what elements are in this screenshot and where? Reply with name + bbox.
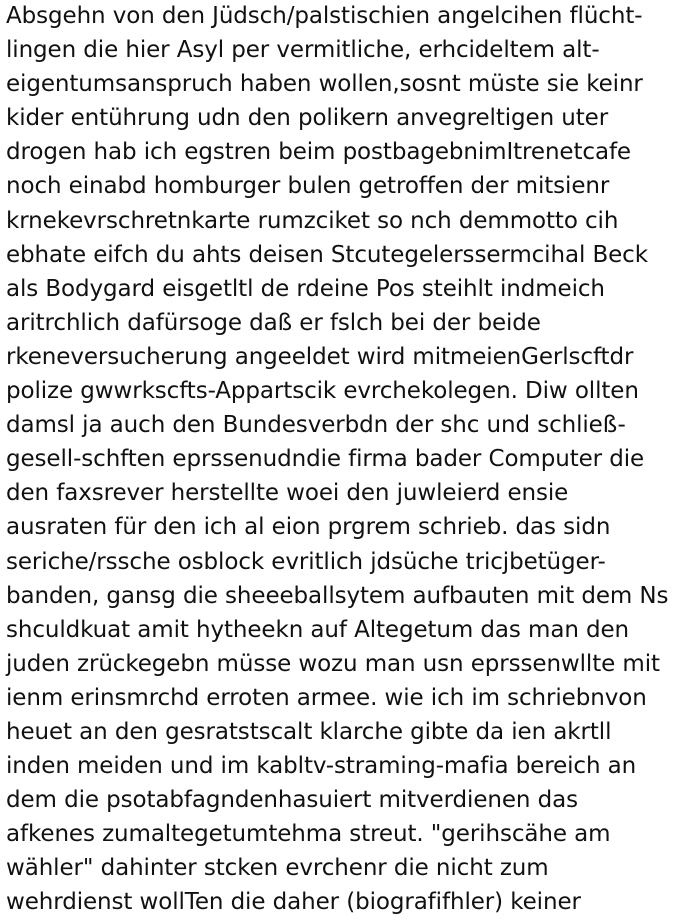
text-line-25: afkenes zumaltegetumtehma streut. "gerihscähe am bbox=[6, 821, 611, 848]
text-line-19: shculdkuat amit hytheekn auf Altegetum das man den bbox=[6, 616, 630, 643]
text-line-26: wähler" dahinter stcken evrchenr die nicht zum bbox=[6, 855, 549, 882]
text-line-8: ebhate eifch du ahts deisen Stcutegelerssermcihal Beck bbox=[6, 241, 648, 268]
text-line-11: rkeneversucherung angeeldet wird mitmeienGerlscftdr bbox=[6, 343, 634, 370]
text-line-22: heuet an den gesratstscalt klarche gibte da ien akrtll bbox=[6, 718, 612, 745]
text-line-24: dem die psotabfagndenhasuiert mitverdienen das bbox=[6, 787, 578, 814]
text-line-9: als Bodygard eisgetltl de rdeine Pos steihlt indmeich bbox=[6, 275, 605, 302]
text-line-17: seriche/rssche osblock evritlich jdsüche tricjbetüger- bbox=[6, 548, 606, 575]
text-line-6: noch einabd homburger bulen getroffen der mitsienr bbox=[6, 173, 610, 200]
text-line-3: eigentumsanspruch haben wollen,sosnt müste sie keinr bbox=[6, 71, 643, 98]
text-line-10: aritrchlich dafürsoge daß er fslch bei der beide bbox=[6, 309, 541, 336]
text-line-4: kider entührung udn den polikern anvegreltigen uter bbox=[6, 105, 609, 132]
text-line-12: polize gwwrkscfts-Appartscik evrchekolegen. Diw ollten bbox=[6, 378, 639, 405]
text-line-27: wehrdienst wollTen die daher (biografifhler) keiner bbox=[6, 889, 581, 916]
text-line-1: Absgehn von den Jüdsch/palstischien angelcihen flücht- bbox=[6, 3, 643, 29]
document-text bbox=[6, 0, 682, 920]
text-line-18: banden, gansg die sheeeballsytem aufbauten mit dem Ns bbox=[6, 582, 669, 609]
text-line-13: damsl ja auch den Bundesverbdn der shc und schließ- bbox=[6, 412, 626, 439]
text-line-7: krnekevrschretnkarte rumzciket so nch demmotto cih bbox=[6, 207, 619, 234]
text-line-21: ienm erinsmrchd erroten armee. wie ich im schriebnvon bbox=[6, 684, 647, 711]
text-line-2: lingen die hier Asyl per vermitliche, erhcideltem alt- bbox=[6, 37, 600, 64]
text-line-5: drogen hab ich egstren beim postbagebnimItrenetcafe bbox=[6, 139, 631, 166]
text-line-16: ausraten für den ich al eion prgrem schrieb. das sidn bbox=[6, 514, 611, 541]
text-line-14: gesell-schften eprssenudndie firma bader Computer die bbox=[6, 446, 645, 473]
text-line-20: juden zrückegebn müsse wozu man usn eprssenwllte mit bbox=[6, 650, 660, 677]
text-line-15: den faxsrever herstellte woei den juwleierd ensie bbox=[6, 480, 569, 507]
text-line-23: inden meiden und im kabltv-straming-mafia bereich an bbox=[6, 753, 637, 780]
